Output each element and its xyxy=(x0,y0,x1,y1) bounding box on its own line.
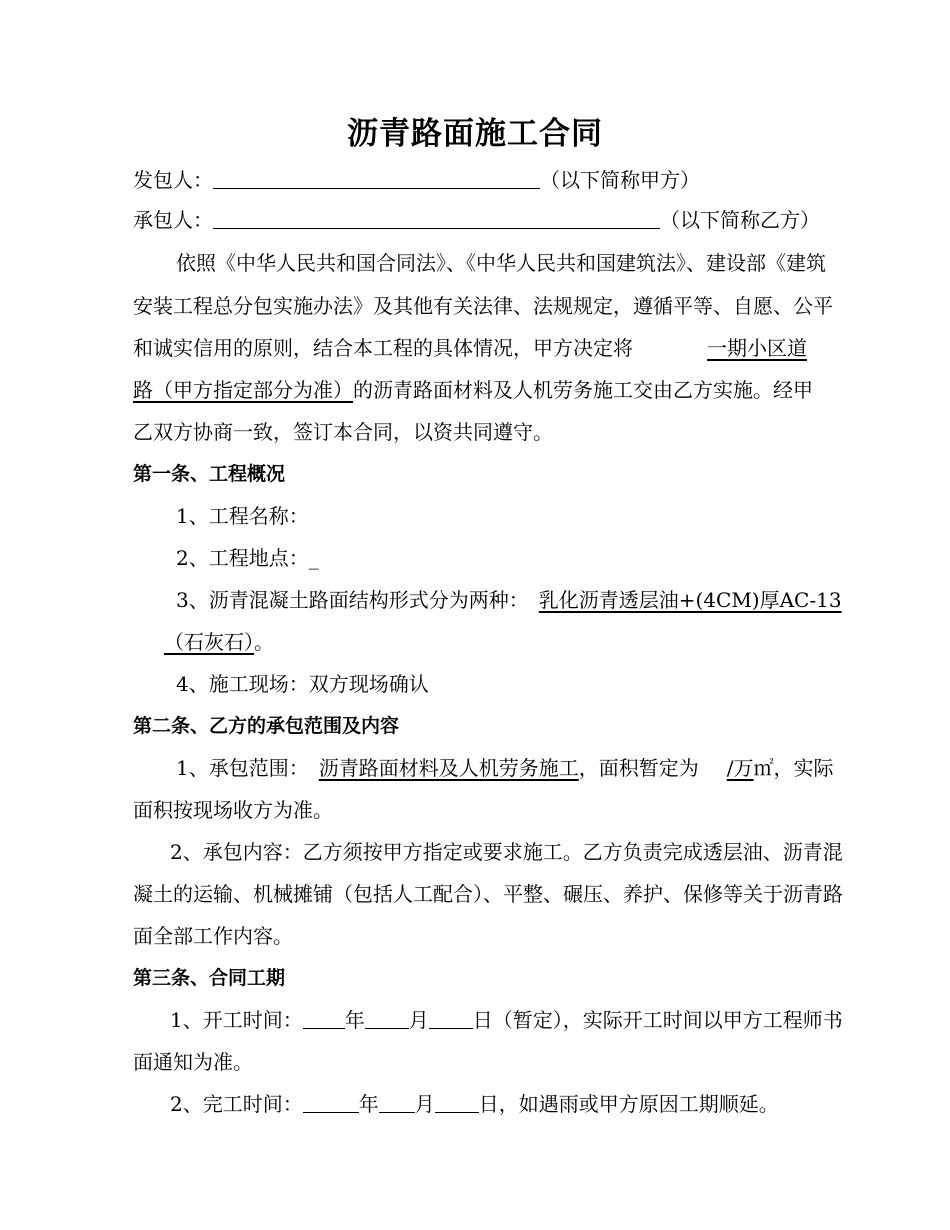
year-label: 年 xyxy=(358,1092,379,1116)
end-day-blank[interactable] xyxy=(435,1092,479,1113)
end-date-note: 日，如遇雨或甲方原因工期顺延。 xyxy=(478,1092,779,1116)
area-label: ，面积暂定为 xyxy=(578,756,699,780)
contractor-blank[interactable] xyxy=(213,208,660,229)
project-name-part2[interactable]: 路（甲方指定部分为准） xyxy=(133,378,353,402)
area-value-text: /万 xyxy=(726,756,754,780)
employer-line xyxy=(133,166,863,194)
year-label: 年 xyxy=(344,1008,365,1032)
content-line-1: 2、承包内容：乙方须按甲方指定或要求施工。乙方负责完成透层油、沥青混 xyxy=(170,840,843,864)
month-label: 月 xyxy=(408,1008,429,1032)
intro-text: 依照《中华人民共和国合同法》、《中华人民共和国建筑法》、建设部《建筑 xyxy=(176,251,826,275)
start-year-blank[interactable] xyxy=(303,1008,345,1029)
project-location-line: 2、工程地点：_ xyxy=(176,546,319,570)
project-name-part1: 一期小区道 xyxy=(707,336,807,360)
contractor-line xyxy=(133,206,863,234)
end-month-blank[interactable] xyxy=(379,1092,415,1113)
start-day-blank[interactable] xyxy=(429,1008,473,1029)
project-name-line: 1、工程名称： xyxy=(176,504,309,528)
intro-line-4 xyxy=(133,376,863,404)
scope-line-2: 面积按现场收方为准。 xyxy=(133,798,333,822)
structure-line-2 xyxy=(164,628,894,656)
article-2-heading: 第二条、乙方的承包范围及内容 xyxy=(133,715,400,737)
contractor-suffix: （以下简称乙方） xyxy=(660,208,820,232)
site-line: 4、施工现场：双方现场确认 xyxy=(176,672,429,696)
scope-label: 1、承包范围： xyxy=(176,756,309,780)
intro-line-2 xyxy=(133,292,863,320)
employer-label: 发包人： xyxy=(133,168,213,192)
end-date-label: 2、完工时间： xyxy=(170,1092,303,1116)
start-date-line xyxy=(170,1006,863,1034)
employer-suffix: （以下简称甲方） xyxy=(540,168,700,192)
article-3-heading: 第三条、合同工期 xyxy=(133,967,286,989)
start-month-blank[interactable] xyxy=(365,1008,409,1029)
content-line-2: 凝土的运输、机械摊铺（包括人工配合）、平整、碾压、养护、保修等关于沥青路 xyxy=(133,882,843,906)
month-label: 月 xyxy=(414,1092,435,1116)
intro-text: 的沥青路面材料及人机劳务施工交由乙方实施。经甲 xyxy=(353,378,813,402)
start-date-line-2: 面通知为准。 xyxy=(133,1050,253,1074)
intro-line-1 xyxy=(176,249,863,277)
scope-value[interactable] xyxy=(309,756,579,780)
area-unit: ㎡，实际 xyxy=(753,756,834,780)
intro-text: 安装工程总分包实施办法》及其他有关法律、法规规定，遵循平等、自愿、公平 xyxy=(133,294,833,318)
article-1-heading: 第一条、工程概况 xyxy=(133,463,286,485)
intro-line-5 xyxy=(133,418,863,446)
project-name-field[interactable] xyxy=(633,336,807,360)
end-year-blank[interactable] xyxy=(303,1092,359,1113)
structure-value-text: 乳化沥青透层油+(4CM)厚AC-13 xyxy=(538,588,842,612)
punct: 。 xyxy=(254,630,274,654)
scope-value-text: 沥青路面材料及人机劳务施工 xyxy=(318,756,579,780)
end-date-line xyxy=(170,1090,900,1118)
structure-line xyxy=(176,586,906,614)
employer-blank[interactable] xyxy=(213,168,540,189)
structure-label: 3、沥青混凝土路面结构形式分为两种： xyxy=(176,588,529,612)
structure-value-cont[interactable]: （石灰石） xyxy=(164,630,254,654)
intro-line-3 xyxy=(133,334,863,362)
start-date-label: 1、开工时间： xyxy=(170,1008,303,1032)
start-date-note: 日（暂定），实际开工时间以甲方工程师书 xyxy=(472,1008,843,1032)
scope-line xyxy=(176,754,863,782)
contractor-label: 承包人： xyxy=(133,208,213,232)
page-title: 沥青路面施工合同 xyxy=(347,116,603,152)
content-line-3: 面全部工作内容。 xyxy=(133,924,293,948)
intro-text: 和诚实信用的原则，结合本工程的具体情况，甲方决定将 xyxy=(133,336,633,360)
structure-value[interactable] xyxy=(529,588,842,612)
area-value[interactable] xyxy=(699,756,754,780)
intro-text: 乙双方协商一致，签订本合同，以资共同遵守。 xyxy=(133,420,553,444)
